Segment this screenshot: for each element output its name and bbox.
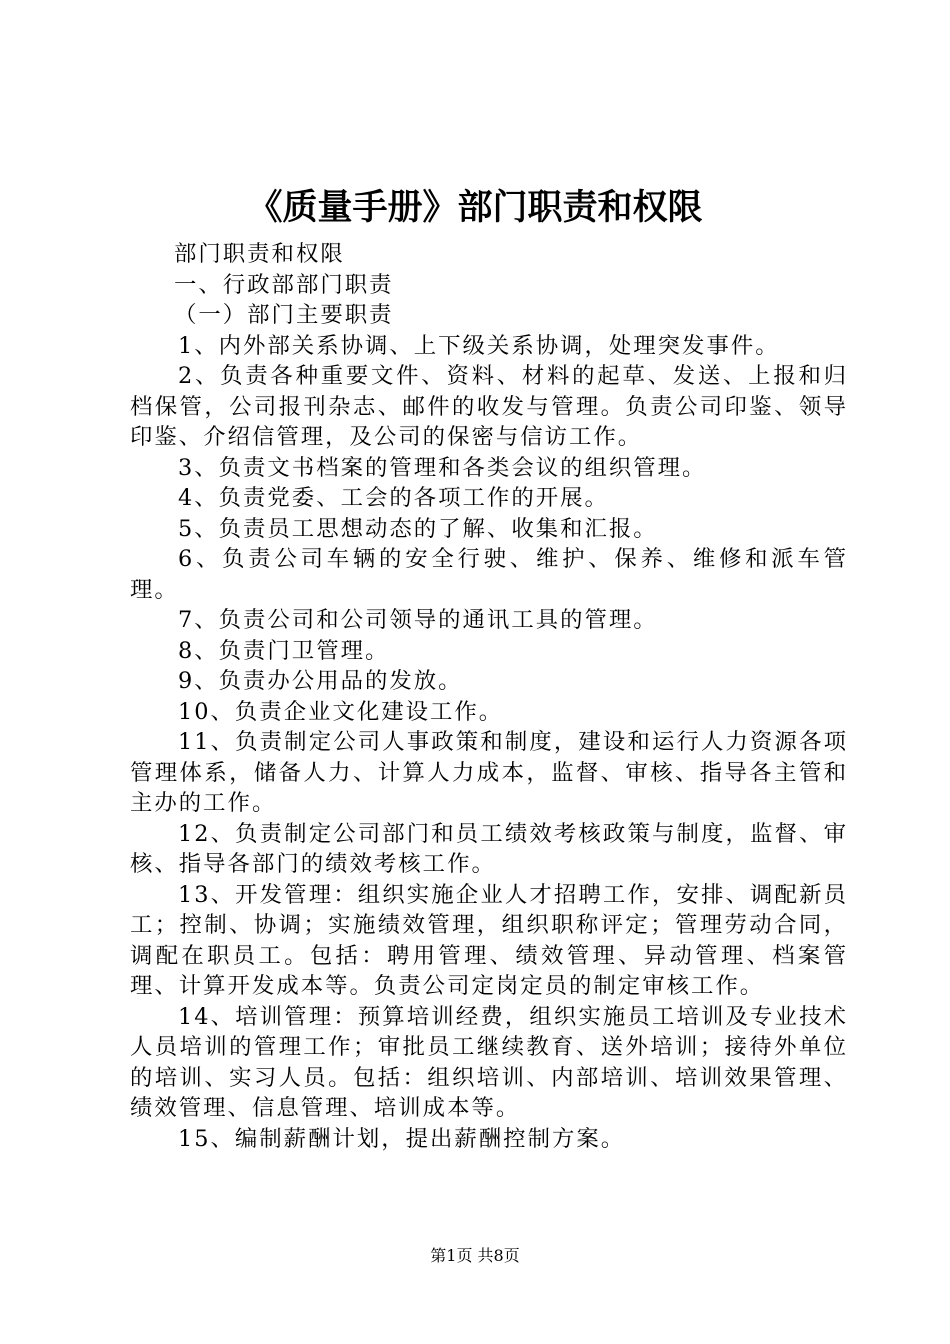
section-heading: 部门职责和权限 <box>174 241 345 267</box>
paragraph: 6、负责公司车辆的安全行驶、维护、保养、维修和派车管理。 <box>130 546 848 603</box>
paragraph: 3、负责文书档案的管理和各类会议的组织管理。 <box>178 454 707 481</box>
paragraph: 13、开发管理：组织实施企业人才招聘工作，安排、调配新员工；控制、协调；实施绩效管理，组织职称评定；管理劳动合同，调配在职员工。包括：聘用管理、绩效管理、异动管理、档案管理、计算开发成本等。负责公司定岗定员的制定审核工作。 <box>130 881 848 999</box>
paragraph: 5、负责员工思想动态的了解、收集和汇报。 <box>178 515 658 542</box>
document-body <box>130 239 848 1154</box>
section-heading: 一、行政部部门职责 <box>174 271 394 298</box>
paragraph: 4、负责党委、工会的各项工作的开展。 <box>178 485 609 511</box>
paragraph: 7、负责公司和公司领导的通讯工具的管理。 <box>178 607 658 633</box>
paragraph: 9、负责办公用品的发放。 <box>178 668 463 694</box>
paragraph: 15、编制薪酬计划，提出薪酬控制方案。 <box>178 1125 626 1152</box>
paragraph: 12、负责制定公司部门和员工绩效考核政策与制度，监督、审核、指导各部门的绩效考核工作。 <box>130 820 848 877</box>
paragraph: 11、负责制定公司人事政策和制度，建设和运行人力资源各项管理体系，储备人力、计算人力成本，监督、审核、指导各主管和主办的工作。 <box>130 729 848 816</box>
page-title: 《质量手册》部门职责和权限 <box>247 187 703 228</box>
subsection-heading: （一）部门主要职责 <box>174 302 394 328</box>
paragraph: 8、负责门卫管理。 <box>178 637 390 664</box>
page-footer: 第1页 共8页 <box>430 1246 520 1265</box>
paragraph: 10、负责企业文化建设工作。 <box>178 698 504 725</box>
paragraph: 14、培训管理：预算培训经费，组织实施员工培训及专业技术人员培训的管理工作；审批员工继续教育、送外培训；接待外单位的培训、实习人员。包括：组织培训、内部培训、培训效果管理、绩效管理、信息管理、培训成本等。 <box>130 1003 848 1121</box>
paragraph: 1、内外部关系协调、上下级关系协调，处理突发事件。 <box>178 332 780 359</box>
paragraph: 2、负责各种重要文件、资料、材料的起草、发送、上报和归档保管，公司报刊杂志、邮件的收发与管理。负责公司印鉴、领导印鉴、介绍信管理，及公司的保密与信访工作。 <box>130 363 848 450</box>
